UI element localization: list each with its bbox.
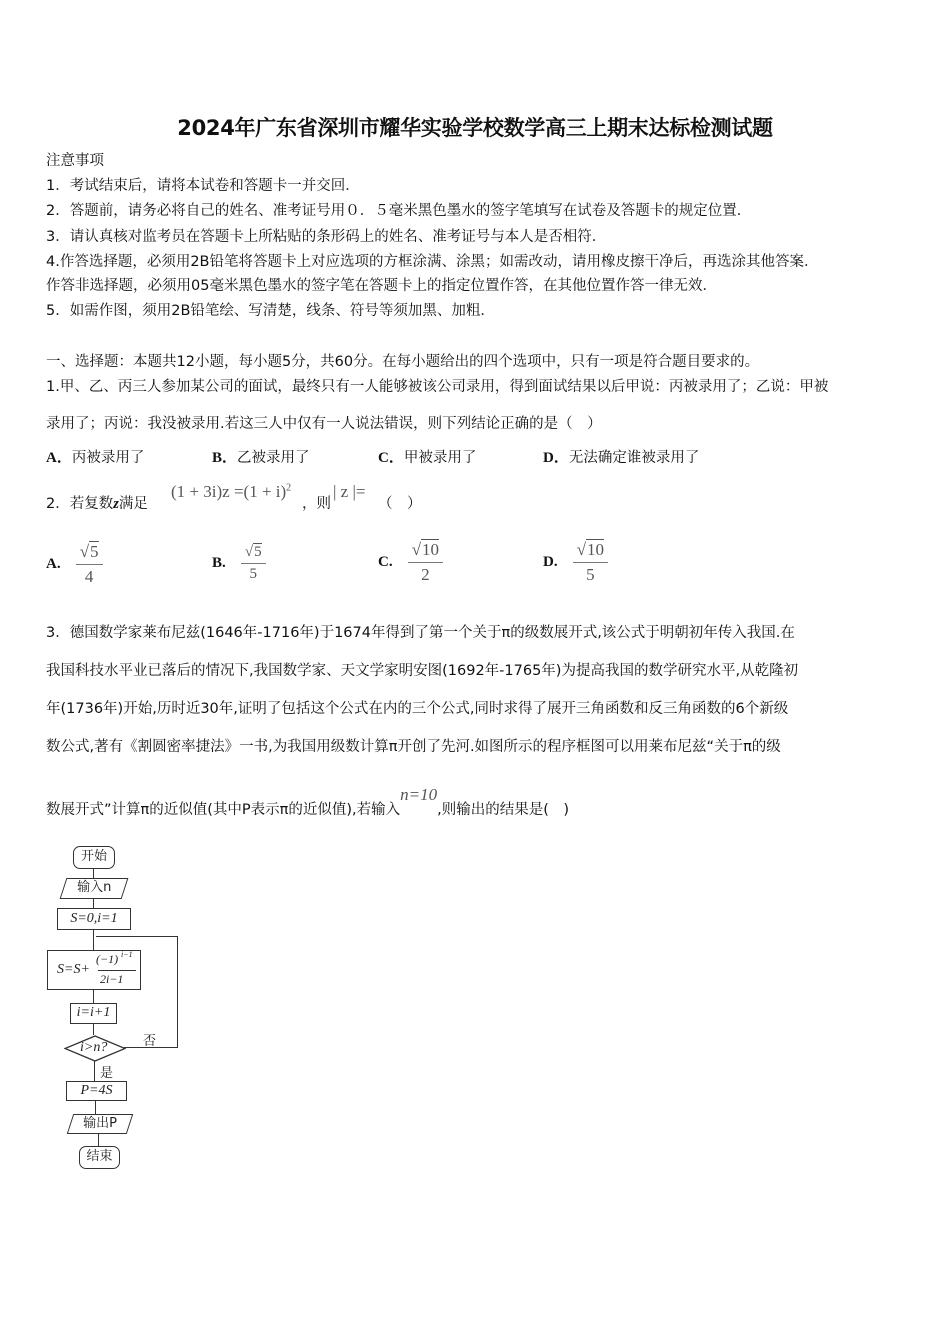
denominator: 4 xyxy=(84,567,94,586)
notice-heading: 注意事项 xyxy=(46,153,104,169)
flow-increment: i=i+1 xyxy=(70,1003,117,1024)
connector xyxy=(93,930,94,950)
loop-connector xyxy=(96,936,178,937)
option-label: C. xyxy=(378,554,393,570)
notice-item: 1．考试结束后，请将本试卷和答题卡一并交回． xyxy=(46,178,360,194)
option-label: C． xyxy=(378,450,404,466)
notice-item: 作答非选择题，必须用05毫米黑色墨水的签字笔在答题卡上的指定位置作答，在其他位置作答一律无效． xyxy=(46,278,717,294)
q2-blank: （ ） xyxy=(378,496,422,512)
q2-then: ，则 xyxy=(302,496,331,512)
option-label: D． xyxy=(543,450,569,466)
denominator: 5 xyxy=(586,565,595,584)
eq-exponent: 2 xyxy=(286,482,292,494)
option-label: B. xyxy=(212,555,226,571)
section-heading: 一、选择题：本题共12小题，每小题5分，共60分。在每小题给出的四个选项中，只有一项是符合题目要求的。 xyxy=(46,354,760,370)
q1-option-b[interactable] xyxy=(212,448,310,468)
flow-no-label: 否 xyxy=(143,1034,157,1049)
option-label: D. xyxy=(543,554,558,570)
fraction xyxy=(76,542,103,587)
q3-last-after: ,则输出的结果是( ) xyxy=(437,802,570,818)
q1-option-a[interactable] xyxy=(46,448,144,468)
flow-compute: P=4S xyxy=(66,1081,127,1101)
option-text: 丙被录用了 xyxy=(71,450,145,466)
q1-text-line: 1.甲、乙、丙三人参加某公司的面试，最终只有一人能够被该公司录用，得到面试结果以后甲说：丙被录用了；乙说：甲被 xyxy=(46,379,829,395)
option-label: A. xyxy=(46,556,61,572)
q1-text-line: 录用了；丙说：我没被录用.若这三人中仅有一人说法错误，则下列结论正确的是（ ） xyxy=(46,416,602,432)
notice-item: 5．如需作图，须用2B铅笔绘、写清楚，线条、符号等须加黑、加粗． xyxy=(46,303,495,319)
notice-item: 3．请认真核对监考员在答题卡上所粘贴的条形码上的姓名、准考证号与本人是否相符． xyxy=(46,229,607,245)
q2-equation xyxy=(171,482,291,502)
fraction xyxy=(241,544,266,583)
q3-text-line xyxy=(46,785,570,820)
connector xyxy=(95,1101,96,1114)
flow-start: 开始 xyxy=(73,846,115,869)
q3-input-math: n=10 xyxy=(400,785,438,804)
option-label: A． xyxy=(46,450,72,466)
q2-option-a[interactable] xyxy=(46,542,103,587)
loop-connector xyxy=(177,936,178,1048)
eq-left: (1 + 3i)z xyxy=(171,482,230,501)
q3-text-line: 年(1736年)开始,历时近30年,证明了包括这个公式在内的三个公式,同时求得了展开三角函数和反三角函数的6个新级 xyxy=(46,701,789,717)
q3-text-line: 数公式,著有《割圆密率捷法》一书,为我国用级数计算π开创了先河.如图所示的程序框图可以用莱布尼兹“关于π的级 xyxy=(46,739,781,755)
eq-right: (1 + i) xyxy=(243,482,287,501)
option-label: B． xyxy=(212,450,238,466)
q3-text-line: 3．德国数学家莱布尼兹(1646年-1716年)于1674年得到了第一个关于π的级数展开式,该公式于明朝初年传入我国.在 xyxy=(46,625,795,641)
connector xyxy=(93,1024,94,1035)
q3-text-line: 我国科技水平业已落后的情况下,我国数学家、天文学家明安图(1692年-1765年)为提高我国的数学研究水平,从乾隆初 xyxy=(46,663,799,679)
q2-stem xyxy=(46,494,148,514)
flow-end: 结束 xyxy=(79,1146,120,1169)
option-text: 乙被录用了 xyxy=(237,450,310,466)
denominator: 2 xyxy=(421,565,430,584)
flow-input: 输入n xyxy=(60,878,129,899)
denominator: 5 xyxy=(249,566,257,582)
numerator: √5 xyxy=(241,544,266,564)
flow-init: S=0,i=1 xyxy=(57,908,131,930)
option-text: 甲被录用了 xyxy=(403,450,477,466)
q2-var: z xyxy=(113,496,119,512)
numerator: √5 xyxy=(76,542,103,565)
flow-update: S=S+ (−1) i−1 2i−1 xyxy=(47,950,141,990)
notice-item: 4.作答选择题，必须用2B铅笔将答题卡上对应选项的方框涂满、涂黑；如需改动，请用橡皮擦干净后，再选涂其他答案． xyxy=(46,254,819,270)
connector xyxy=(93,990,94,1003)
connector xyxy=(94,1061,95,1081)
numerator: √10 xyxy=(408,540,443,563)
notice-item: 2．答题前，请务必将自己的姓名、准考证号用０．５毫米黑色墨水的签字笔填写在试卷及答题卡的规定位置． xyxy=(46,203,752,219)
flow-condition: i>n? xyxy=(80,1040,108,1055)
q3-last-before: 数展开式”计算π的近似值(其中P表示π的近似值),若输入 xyxy=(46,802,401,818)
numerator: √10 xyxy=(573,540,608,563)
connector xyxy=(98,1134,99,1146)
flow-output: 输出P xyxy=(67,1114,133,1134)
fraction xyxy=(408,540,443,585)
q2-option-b[interactable] xyxy=(212,544,266,583)
option-text: 无法确定谁被录用了 xyxy=(568,450,700,466)
q2-mid: 满足 xyxy=(118,496,148,512)
fraction xyxy=(573,540,608,585)
q2-abs-z: | z |= xyxy=(333,482,366,501)
q1-option-d[interactable] xyxy=(543,448,699,468)
q2-option-c[interactable] xyxy=(378,540,443,585)
eq-sign: = xyxy=(233,482,244,501)
page-title: 2024年广东省深圳市耀华实验学校数学高三上期末达标检测试题 xyxy=(177,116,773,140)
flow-yes-label: 是 xyxy=(100,1066,114,1081)
q1-option-c[interactable] xyxy=(378,448,476,468)
q2-option-d[interactable] xyxy=(543,540,608,585)
q2-prefix: 2．若复数 xyxy=(46,496,114,512)
connector xyxy=(93,899,94,908)
